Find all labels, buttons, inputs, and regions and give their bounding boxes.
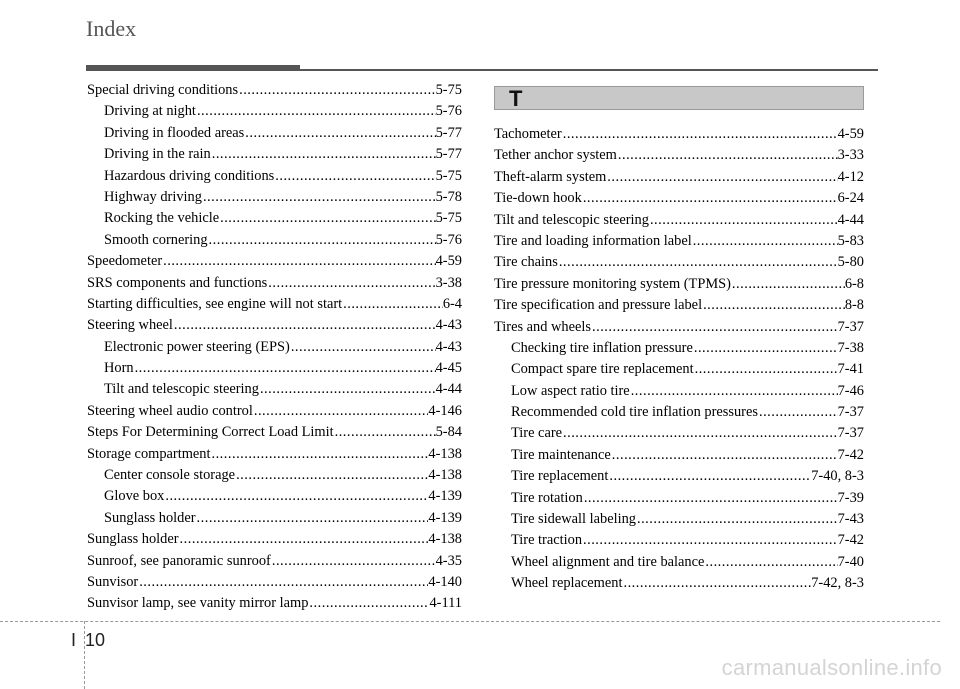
index-page-ref: 5-83 <box>837 232 864 249</box>
leader-dots <box>290 337 436 358</box>
index-subentry <box>87 187 462 208</box>
index-subentry <box>494 381 864 402</box>
index-term: Tire care <box>511 425 563 442</box>
footer-page-number <box>71 630 105 651</box>
index-page-ref: 7-40 <box>837 553 864 570</box>
page-header-title: Index <box>86 16 137 41</box>
index-term: Sunglass holder <box>104 509 196 526</box>
leader-dots <box>622 573 811 594</box>
index-term: Speedometer <box>87 253 163 270</box>
leader-dots <box>636 509 838 530</box>
index-entry <box>494 231 864 252</box>
index-term: Sunroof, see panoramic sunroof <box>87 552 271 569</box>
leader-dots <box>704 552 837 573</box>
index-subentry <box>87 101 462 122</box>
leader-dots <box>702 295 845 316</box>
index-term: Wheel alignment and tire balance <box>511 553 705 570</box>
index-page-ref: 4-45 <box>435 360 462 377</box>
index-entry <box>87 572 462 593</box>
index-term: Tether anchor system <box>494 147 617 164</box>
index-subentry <box>494 423 864 444</box>
index-page-ref: 4-111 <box>429 595 462 612</box>
index-entry <box>494 145 864 166</box>
index-page-ref: 3-33 <box>837 147 864 164</box>
index-subentry <box>87 465 462 486</box>
leader-dots <box>173 315 436 336</box>
index-term: Hazardous driving conditions <box>104 167 275 184</box>
index-subentry <box>494 509 864 530</box>
index-page-ref: 7-42 <box>837 532 864 549</box>
index-page-ref: 4-139 <box>428 509 462 526</box>
index-page-ref: 7-38 <box>837 339 864 356</box>
leader-dots <box>693 338 838 359</box>
index-subentry <box>494 488 864 509</box>
index-page-ref: 5-76 <box>435 103 462 120</box>
leader-dots <box>164 486 428 507</box>
leader-dots <box>582 188 838 209</box>
leader-dots <box>274 166 435 187</box>
index-page-ref: 7-42 <box>837 446 864 463</box>
leader-dots <box>611 445 838 466</box>
index-subentry <box>87 508 462 529</box>
leader-dots <box>162 251 435 272</box>
leader-dots <box>235 465 428 486</box>
leader-dots <box>562 124 838 145</box>
index-column-left <box>87 80 462 615</box>
index-page-ref: 5-78 <box>435 188 462 205</box>
index-term: Checking tire inflation pressure <box>511 339 693 356</box>
index-page-ref: 4-146 <box>428 402 462 419</box>
leader-dots <box>196 508 429 529</box>
index-page-ref: 8-8 <box>844 297 864 314</box>
index-page-ref: 4-59 <box>435 253 462 270</box>
leader-dots <box>606 167 837 188</box>
leader-dots <box>731 274 845 295</box>
header-rule-thick <box>86 65 300 71</box>
index-page-ref: 7-37 <box>837 425 864 442</box>
index-page-ref: 4-140 <box>428 573 462 590</box>
index-page-ref: 5-80 <box>837 254 864 271</box>
leader-dots <box>219 208 436 229</box>
index-entry <box>494 210 864 231</box>
leader-dots <box>694 359 838 380</box>
index-subentry <box>87 208 462 229</box>
index-subentry <box>494 552 864 573</box>
index-term: Center console storage <box>104 467 236 484</box>
leader-dots <box>583 488 838 509</box>
index-page-ref: 6-4 <box>442 295 462 312</box>
leader-dots <box>558 252 838 273</box>
index-entry <box>494 252 864 273</box>
index-entry <box>494 317 864 338</box>
index-page-ref: 4-12 <box>837 168 864 185</box>
index-page-ref: 5-76 <box>435 231 462 248</box>
leader-dots <box>259 379 436 400</box>
index-term: Steering wheel <box>87 317 173 334</box>
index-subentry <box>87 358 462 379</box>
index-term: Tire rotation <box>511 489 583 506</box>
leader-dots <box>271 551 436 572</box>
index-subentry <box>494 445 864 466</box>
index-term: Tires and wheels <box>494 318 591 335</box>
index-entry <box>87 401 462 422</box>
leader-dots <box>179 529 429 550</box>
index-term: Tilt and telescopic steering <box>104 381 259 398</box>
section-letter-box <box>494 86 864 110</box>
index-page-ref: 7-41 <box>837 361 864 378</box>
index-page-ref: 7-46 <box>837 382 864 399</box>
index-page-ref: 5-84 <box>435 424 462 441</box>
index-subentry <box>494 338 864 359</box>
index-page-ref: 7-43 <box>837 511 864 528</box>
leader-dots <box>196 101 436 122</box>
leader-dots <box>253 401 429 422</box>
index-term: Driving in the rain <box>104 146 211 163</box>
leader-dots <box>591 317 838 338</box>
index-term: Starting difficulties, see engine will not start <box>87 295 343 312</box>
index-term: Steering wheel audio control <box>87 402 253 419</box>
index-page-ref: 7-37 <box>837 404 864 421</box>
index-page-ref: 5-77 <box>435 124 462 141</box>
index-page-ref: 6-8 <box>844 275 864 292</box>
index-term: Tire replacement <box>511 468 609 485</box>
index-term: Driving in flooded areas <box>104 124 245 141</box>
index-page-ref: 4-43 <box>435 317 462 334</box>
index-page-ref: 7-42, 8-3 <box>811 575 864 592</box>
index-page-ref: 4-43 <box>435 338 462 355</box>
watermark: carmanualsonline.info <box>721 655 942 680</box>
index-subentry <box>87 337 462 358</box>
leader-dots <box>334 422 436 443</box>
index-subentry <box>87 230 462 251</box>
leader-dots <box>308 593 429 614</box>
leader-dots <box>238 80 436 101</box>
index-term: Horn <box>104 360 134 377</box>
index-term: Tire chains <box>494 254 558 271</box>
index-subentry <box>87 486 462 507</box>
index-term: Highway driving <box>104 188 202 205</box>
leader-dots <box>202 187 436 208</box>
index-entry <box>494 167 864 188</box>
index-subentry <box>87 123 462 144</box>
index-entry <box>494 274 864 295</box>
index-entry <box>87 422 462 443</box>
index-page-ref: 7-39 <box>837 489 864 506</box>
index-column-right <box>494 124 864 595</box>
index-page-ref: 4-138 <box>428 445 462 462</box>
index-term: Tie-down hook <box>494 190 582 207</box>
index-page-ref: 4-138 <box>428 531 462 548</box>
footer-dashed-rule <box>0 621 940 622</box>
index-entry <box>87 273 462 294</box>
index-term: Tilt and telescopic steering <box>494 211 649 228</box>
leader-dots <box>267 273 435 294</box>
index-page-ref: 5-75 <box>435 167 462 184</box>
index-term: Electronic power steering (EPS) <box>104 338 290 355</box>
index-term: Sunvisor <box>87 573 139 590</box>
index-page-ref: 4-44 <box>837 211 864 228</box>
leader-dots <box>562 423 838 444</box>
index-entry <box>494 124 864 145</box>
index-entry <box>87 593 462 614</box>
footer-section: I <box>71 630 77 650</box>
index-term: Compact spare tire replacement <box>511 361 694 378</box>
index-page-ref: 5-77 <box>435 146 462 163</box>
index-entry <box>87 444 462 465</box>
index-page-ref: 5-75 <box>435 210 462 227</box>
index-page-ref: 4-44 <box>435 381 462 398</box>
index-term: Sunvisor lamp, see vanity mirror lamp <box>87 595 309 612</box>
index-subentry <box>87 144 462 165</box>
index-term: Sunglass holder <box>87 531 179 548</box>
index-entry <box>87 551 462 572</box>
leader-dots <box>617 145 838 166</box>
index-term: Smooth cornering <box>104 231 208 248</box>
index-term: Tire sidewall labeling <box>511 511 636 528</box>
index-subentry <box>87 379 462 400</box>
index-term: Tire and loading information label <box>494 232 692 249</box>
index-page-ref: 4-138 <box>428 467 462 484</box>
index-term: Rocking the vehicle <box>104 210 220 227</box>
index-term: Driving at night <box>104 103 196 120</box>
leader-dots <box>138 572 428 593</box>
index-term: Glove box <box>104 488 165 505</box>
leader-dots <box>630 381 838 402</box>
index-term: Tire specification and pressure label <box>494 297 703 314</box>
index-page-ref: 4-139 <box>428 488 462 505</box>
leader-dots <box>244 123 435 144</box>
leader-dots <box>649 210 838 231</box>
index-term: Special driving conditions <box>87 82 239 98</box>
index-subentry <box>494 359 864 380</box>
leader-dots <box>582 530 838 551</box>
leader-dots <box>342 294 443 315</box>
index-entry <box>87 80 462 101</box>
index-entry <box>87 315 462 336</box>
leader-dots <box>608 466 811 487</box>
index-term: Recommended cold tire inflation pressures <box>511 404 758 421</box>
leader-dots <box>208 230 436 251</box>
index-page-ref: 7-37 <box>837 318 864 335</box>
index-term: SRS components and functions <box>87 274 268 291</box>
index-term: Tire traction <box>511 532 583 549</box>
index-term: Tire maintenance <box>511 446 611 463</box>
index-page-ref: 4-59 <box>837 126 864 142</box>
index-term: Tire pressure monitoring system (TPMS) <box>494 275 731 292</box>
header-rule-thin <box>300 69 878 71</box>
index-entry <box>87 529 462 550</box>
index-page-ref: 5-75 <box>435 82 462 98</box>
index-subentry <box>494 466 864 487</box>
footer-page: 10 <box>85 630 106 650</box>
index-term: Theft-alarm system <box>494 168 607 185</box>
index-entry <box>494 295 864 316</box>
index-subentry <box>87 166 462 187</box>
index-term: Steps For Determining Correct Load Limit <box>87 424 334 441</box>
index-term: Storage compartment <box>87 445 211 462</box>
index-subentry <box>494 530 864 551</box>
index-page-ref: 6-24 <box>837 190 864 207</box>
index-page-ref: 7-40, 8-3 <box>811 468 864 485</box>
index-term: Tachometer <box>494 126 562 142</box>
leader-dots <box>210 444 428 465</box>
leader-dots <box>211 144 436 165</box>
index-term: Low aspect ratio tire <box>511 382 630 399</box>
index-entry <box>87 294 462 315</box>
leader-dots <box>134 358 436 379</box>
index-subentry <box>494 573 864 594</box>
index-page-ref: 3-38 <box>435 274 462 291</box>
index-subentry <box>494 402 864 423</box>
index-term: Wheel replacement <box>511 575 623 592</box>
index-entry <box>87 251 462 272</box>
leader-dots <box>692 231 838 252</box>
section-letter: T <box>509 86 523 111</box>
index-page-ref: 4-35 <box>435 552 462 569</box>
leader-dots <box>758 402 838 423</box>
index-entry <box>494 188 864 209</box>
